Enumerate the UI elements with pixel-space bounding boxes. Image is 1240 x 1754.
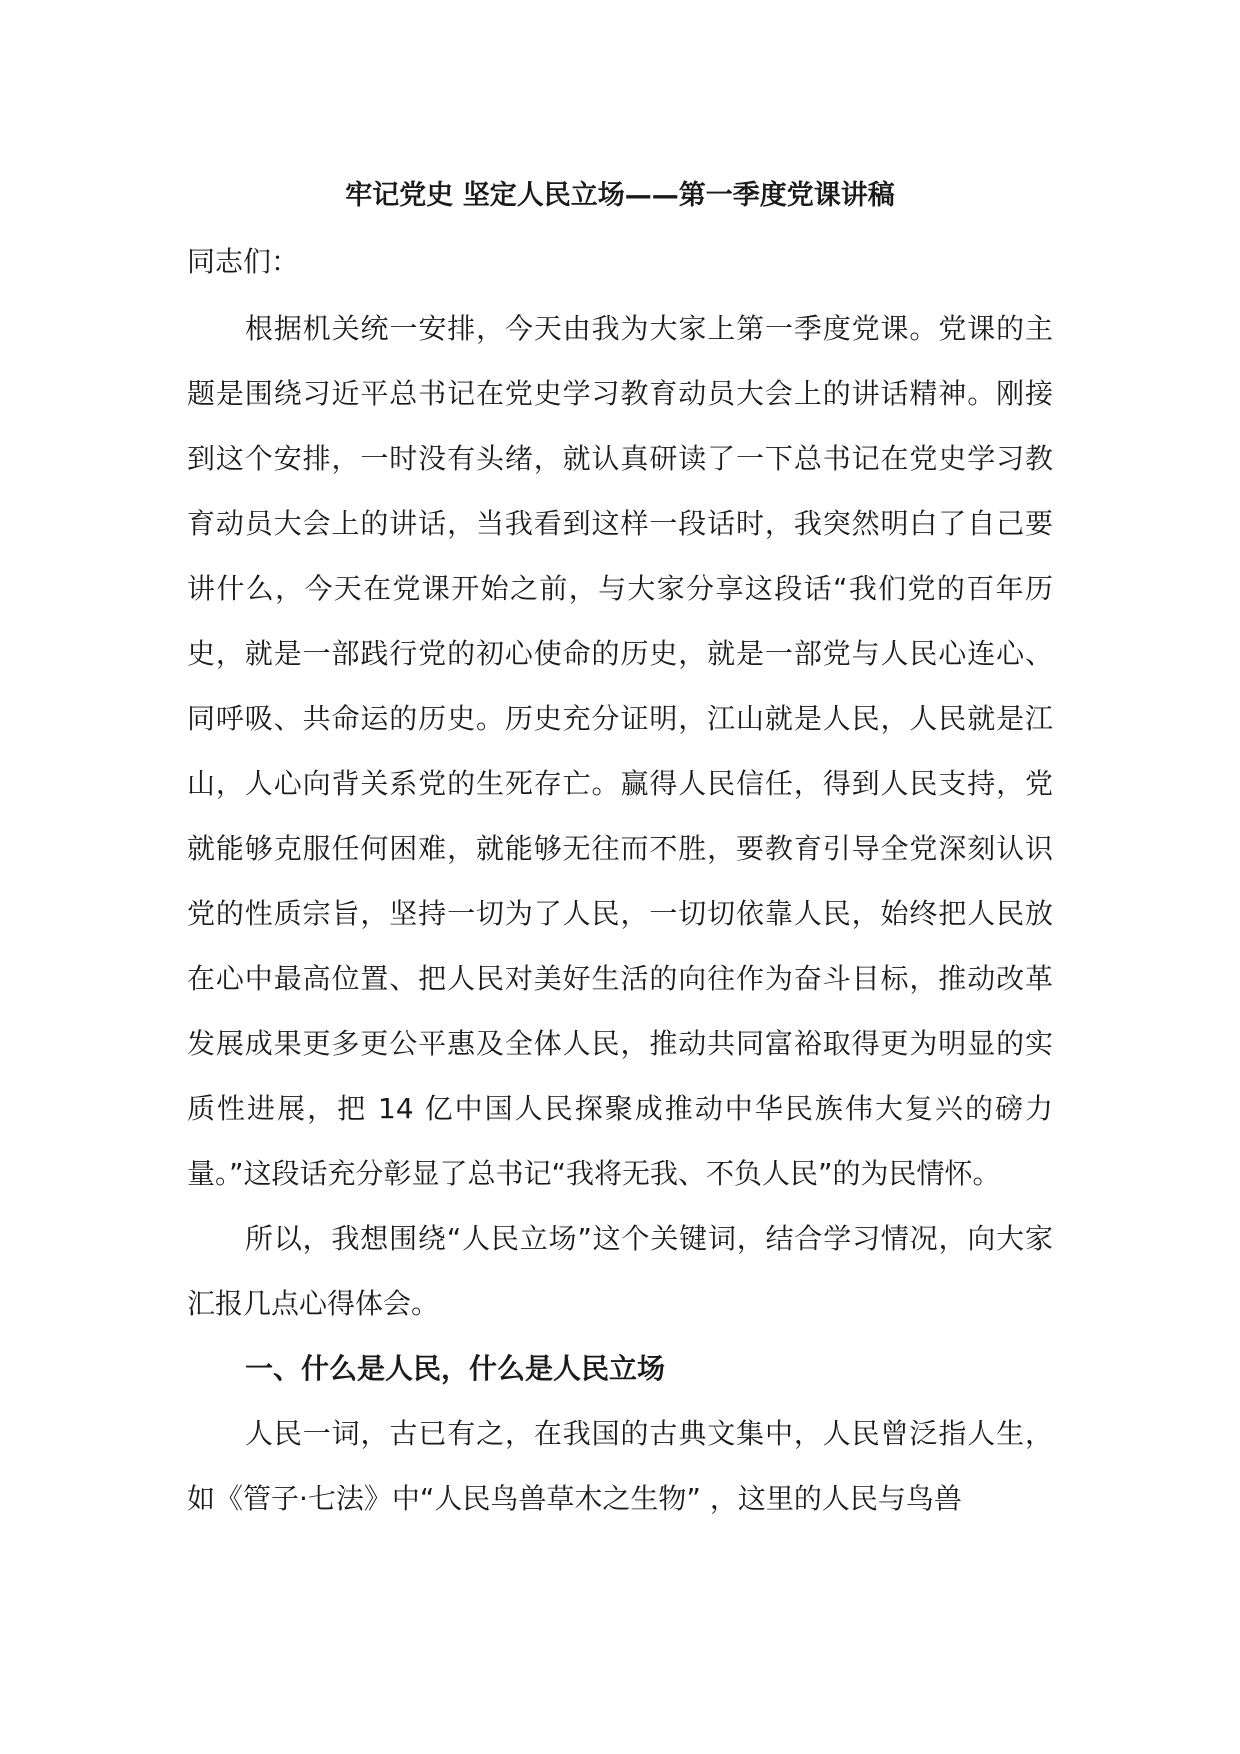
salutation: 同志们： xyxy=(187,245,300,278)
document-title: 牢记党史 坚定人民立场——第一季度党课讲稿 xyxy=(345,180,895,211)
body-paragraph-2: 所以，我想围绕“人民立场”这个关键词，结合学习情况，向大家汇报几点心得体会。 xyxy=(187,1222,1053,1320)
section-paragraph: 人民一词，古已有之，在我国的古典文集中，人民曾泛指人生，如《管子·七法》中“人民鸟兽草木之生物” ，这里的人民与鸟兽 xyxy=(187,1417,1053,1515)
body-paragraph-1: 根据机关统一安排，今天由我为大家上第一季度党课。党课的主题是围绕习近平总书记在党史学习教育动员大会上的讲话精神。刚接到这个安排，一时没有头绪，就认真研读了一下总书记在党史学习教育动员大会上的讲话，当我看到这样一段话时，我突然明白了自己要讲什么，今天在党课开始之前，与大家分享这段话“我们党的百年历史，就是一部践行党的初心使命的历史，就是一部党与人民心连心、同呼吸、共命运的历史。历史充分证明，江山就是人民，人民就是江山，人心向背关系党的生死存亡。赢得人民信任，得到人民支持，党就能够克服任何困难，就能够无往而不胜，要教育引导全党深刻认识党的性质宗旨，坚持一切为了人民，一切切依靠人民，始终把人民放在心中最高位置、把人民对美好生活的向往作为奋斗目标，推动改革发展成果更多更公平惠及全体人民，推动共同富裕取得更为明显的实质性进展，把 14 亿中国人民探聚成推动中华民族伟大复兴的磅力量。”这段话充分彰显了总书记“我将无我、不负人民”的为民情怀。 xyxy=(187,312,1053,1190)
section-heading: 一、什么是人民，什么是人民立场 xyxy=(245,1352,666,1385)
document-page xyxy=(187,0,1053,1754)
document-body xyxy=(187,296,1053,1531)
